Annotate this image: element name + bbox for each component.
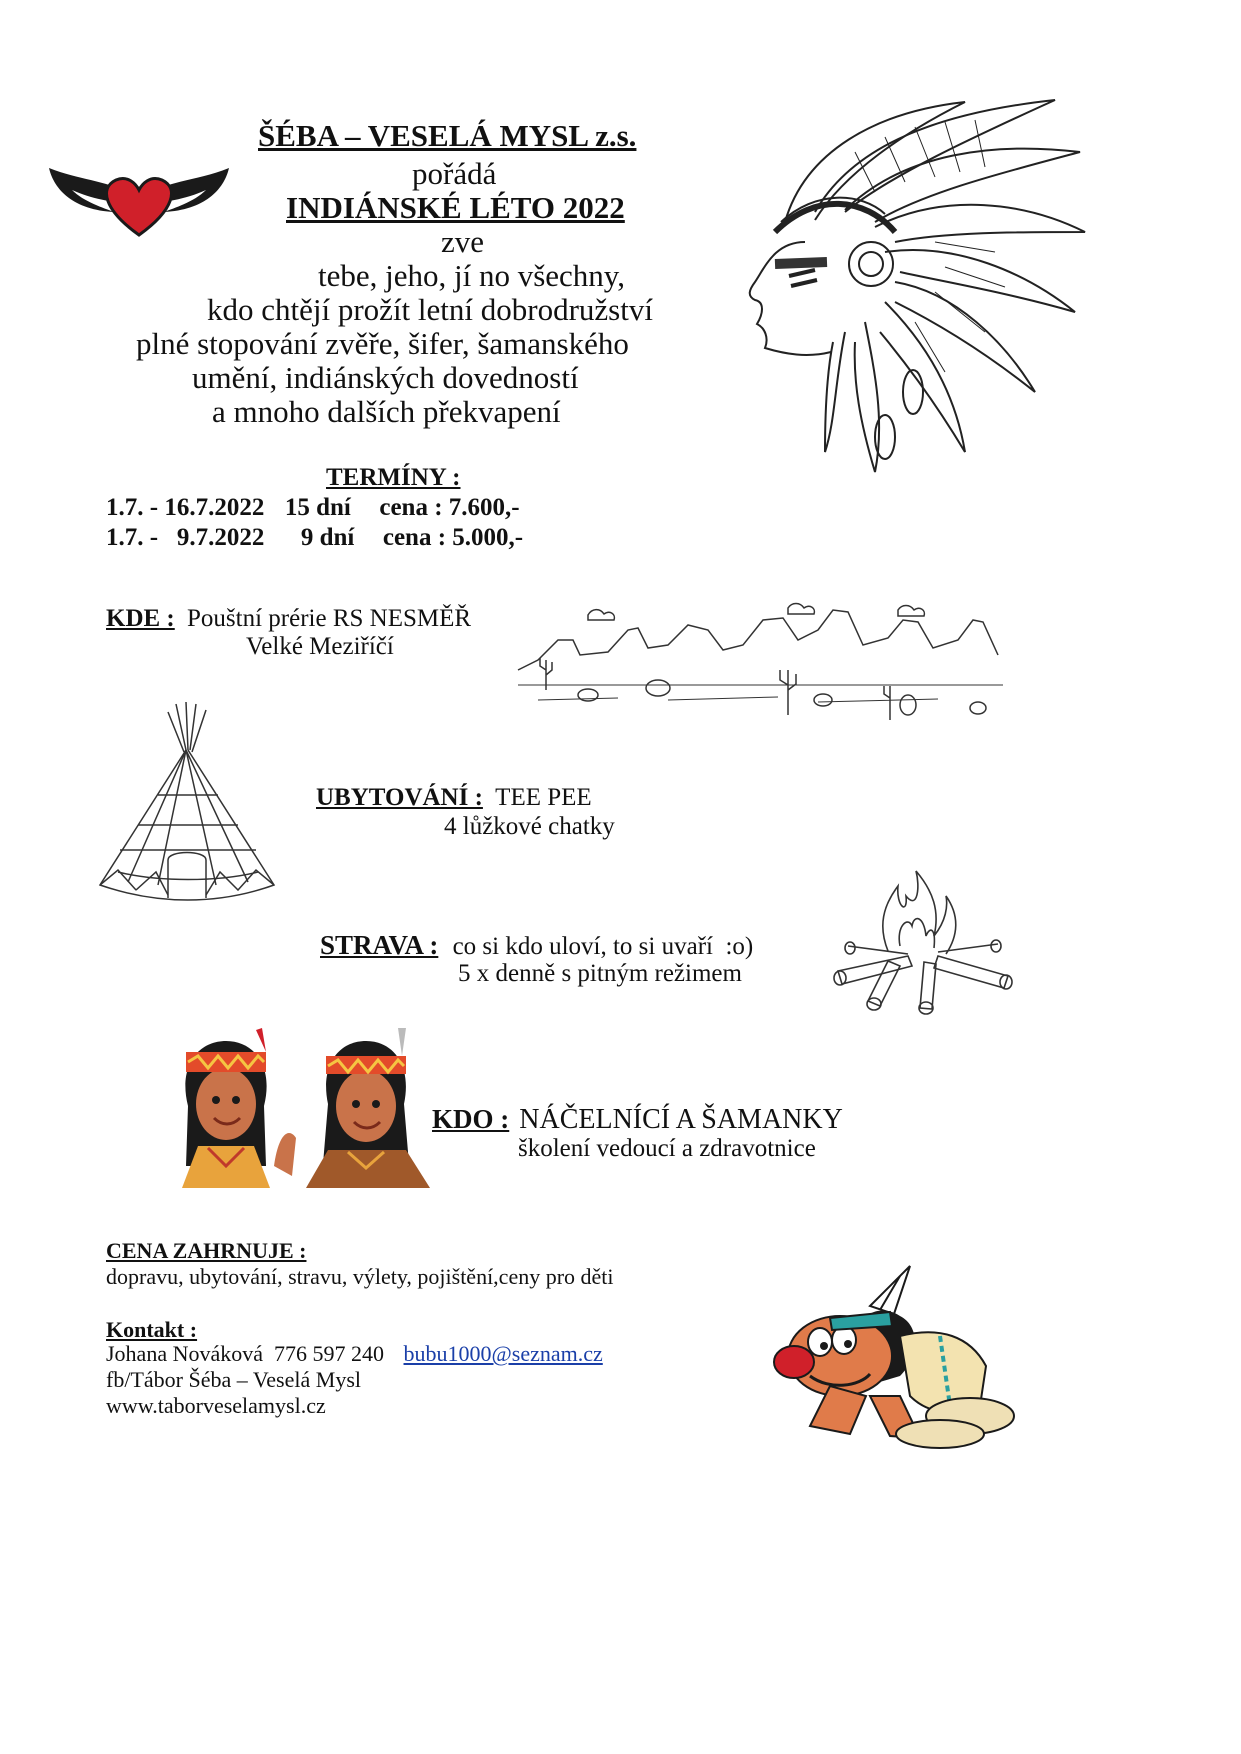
crawling-indian-cartoon: [770, 1266, 1020, 1456]
term-1-price: cena : 7.600,-: [379, 494, 520, 521]
facebook-text: fb/Tábor Šéba – Veselá Mysl: [106, 1367, 361, 1392]
contact-line: [106, 1341, 603, 1367]
organization-title: ŠÉBA – VESELÁ MYSL z.s.: [258, 118, 637, 153]
where-label: KDE :: [106, 605, 175, 632]
term-2-price: cena : 5.000,-: [382, 524, 524, 551]
includes-text: dopravu, ubytování, stravu, výlety, pojištění,ceny pro děti: [106, 1264, 614, 1289]
campfire-illustration: [828, 866, 1018, 1021]
website-text: www.taborveselamysl.cz: [106, 1393, 326, 1418]
chief-headdress-illustration: [735, 92, 1095, 497]
presents-text: pořádá: [412, 156, 497, 191]
who-line-1: NÁČELNÍCÍ A ŠAMANKY: [519, 1104, 843, 1135]
winged-heart-logo: [44, 160, 234, 245]
who-line-2: školení vedoucí a zdravotnice: [518, 1135, 816, 1162]
intro-line-5: a mnoho dalších překvapení: [212, 394, 561, 429]
intro-line-1: tebe, jeho, jí no všechny,: [318, 258, 626, 293]
accommodation-line-1: TEE PEE: [495, 784, 592, 811]
who-section: [432, 1104, 843, 1136]
food-line-1: co si kdo uloví, to si uvaří :o): [452, 933, 754, 960]
accommodation-section: [316, 784, 592, 812]
event-title: INDIÁNSKÉ LÉTO 2022: [286, 190, 625, 225]
food-line-2: 5 x denně s pitným režimem: [458, 960, 742, 987]
term-1-days: 15 dní: [284, 494, 351, 521]
terms-heading: TERMÍNY :: [326, 464, 461, 491]
includes-heading: CENA ZAHRNUJE :: [106, 1238, 307, 1263]
accommodation-label: UBYTOVÁNÍ :: [316, 784, 483, 811]
term-row-1: [106, 494, 520, 522]
intro-line-2: kdo chtějí prožít letní dobrodružství: [207, 292, 653, 327]
who-label: KDO :: [432, 1104, 510, 1134]
where-line-1: Pouštní prérie RS NESMĚŘ: [187, 605, 472, 632]
accommodation-line-2: 4 lůžkové chatky: [444, 813, 615, 840]
intro-line-4: umění, indiánských dovedností: [192, 360, 579, 395]
term-1-dates: 1.7. - 16.7.2022: [106, 494, 265, 521]
where-section: [106, 605, 471, 633]
invites-text: zve: [441, 224, 485, 259]
contact-name-phone: Johana Nováková 776 597 240: [106, 1341, 385, 1366]
intro-line-3: plné stopování zvěře, šifer, šamanského: [136, 326, 629, 361]
food-label: STRAVA :: [320, 930, 439, 960]
term-2-dates: 1.7. - 9.7.2022: [106, 524, 265, 551]
where-line-2: Velké Meziříčí: [246, 633, 394, 660]
email-link[interactable]: bubu1000@seznam.cz: [403, 1341, 603, 1366]
teepee-illustration: [98, 700, 278, 915]
contact-heading: Kontakt :: [106, 1317, 198, 1342]
term-2-days: 9 dní: [300, 524, 355, 551]
term-row-2: [106, 524, 523, 552]
indian-kids-illustration: [178, 1026, 433, 1193]
food-section: [320, 930, 753, 961]
desert-landscape-illustration: [518, 600, 1003, 730]
